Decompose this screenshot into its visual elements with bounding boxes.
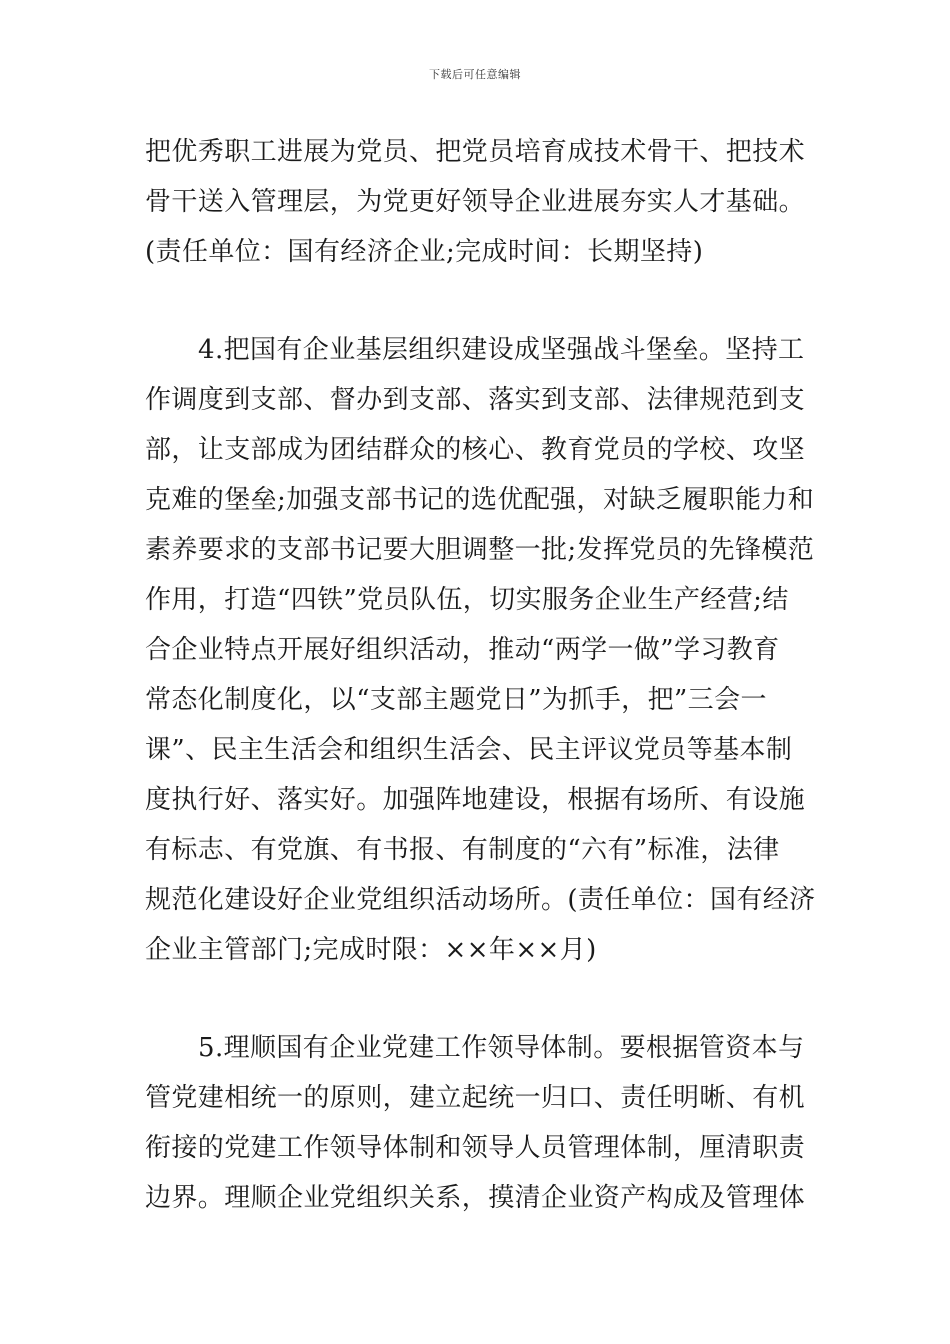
text-line: (责任单位：国有经济企业;完成时间：长期坚持): [145, 237, 704, 267]
text-line: 常态化制度化，以“支部主题党日”为抓手，把”三会一: [145, 685, 767, 715]
text-line: 边界。理顺企业党组织关系，摸清企业资产构成及管理体: [145, 1183, 806, 1213]
text-line: 部，让支部成为团结群众的核心、教育党员的学校、攻坚: [145, 435, 806, 465]
text-line: 合企业特点开展好组织活动，推动“两学一做”学习教育: [145, 635, 780, 665]
text-line: 作调度到支部、督办到支部、落实到支部、法律规范到支: [145, 385, 806, 415]
text-line: 素养要求的支部书记要大胆调整一批;发挥党员的先锋模范: [145, 535, 815, 565]
text-line: 作用，打造“四铁”党员队伍，切实服务企业生产经营;结: [145, 585, 789, 615]
text-line: 把优秀职工进展为党员、把党员培育成技术骨干、把技术: [145, 137, 806, 167]
text-line: 5.理顺国有企业党建工作领导体制。要根据管资本与: [198, 1033, 805, 1063]
text-line: 衔接的党建工作领导体制和领导人员管理体制，厘清职责: [145, 1133, 806, 1163]
text-line: 管党建相统一的原则，建立起统一归口、责任明晰、有机: [145, 1083, 806, 1113]
text-line: 度执行好、落实好。加强阵地建设，根据有场所、有设施: [145, 785, 806, 815]
text-line: 规范化建设好企业党组织活动场所。(责任单位：国有经济: [145, 885, 816, 915]
text-line: 骨干送入管理层，为党更好领导企业进展夯实人才基础。: [145, 187, 806, 217]
text-line: 克难的堡垒;加强支部书记的选优配强，对缺乏履职能力和: [145, 485, 815, 515]
text-line: 4.把国有企业基层组织建设成坚强战斗堡垒。坚持工: [198, 335, 805, 365]
text-line: 课”、民主生活会和组织生活会、民主评议党员等基本制: [145, 735, 793, 765]
text-line: 企业主管部门;完成时限：××年××月): [145, 935, 597, 965]
page-header: 下载后可任意编辑: [429, 68, 521, 81]
text-line: 有标志、有党旗、有书报、有制度的“六有”标准，法律: [145, 835, 780, 865]
